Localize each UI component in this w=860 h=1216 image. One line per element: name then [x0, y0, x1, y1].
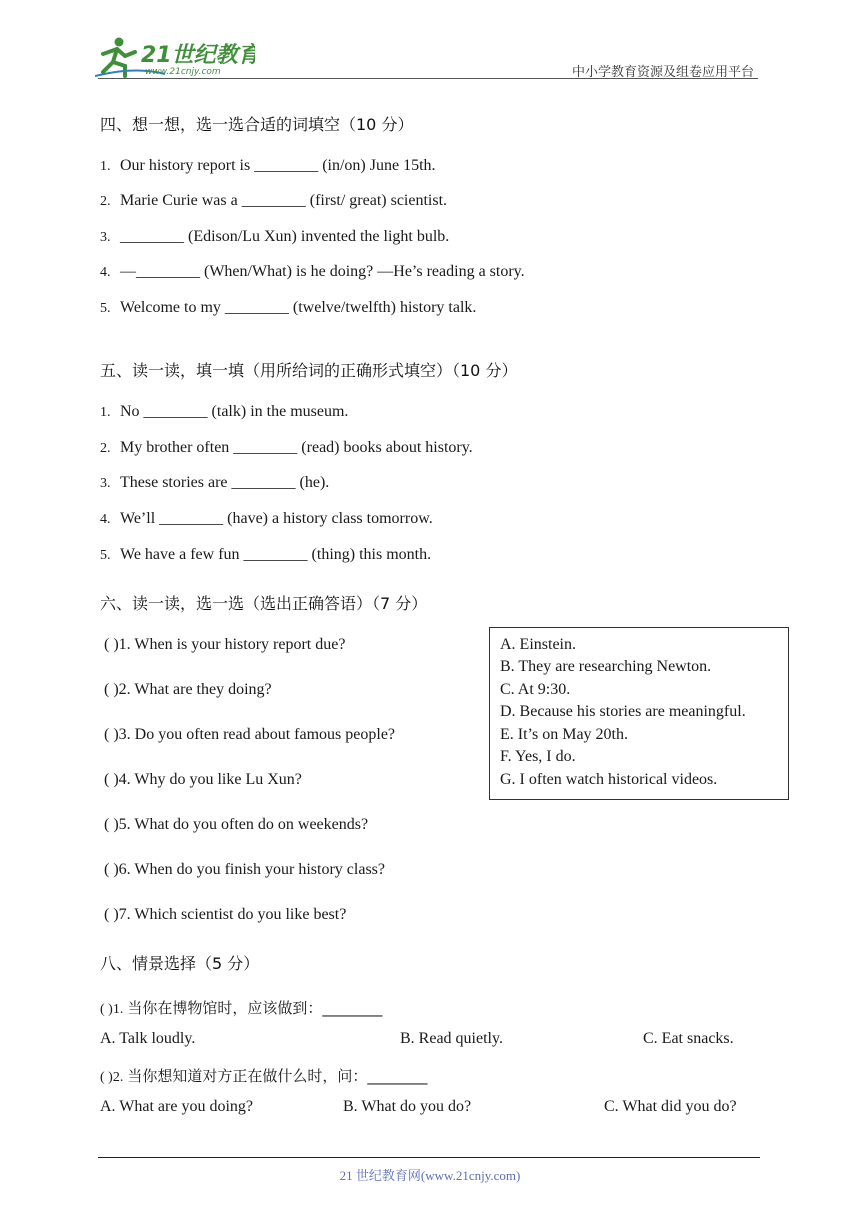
sec5-question-1: 1. No ________ (talk) in the museum. — [100, 403, 349, 420]
section-8-title: 八、情景选择（5 分） — [100, 954, 260, 973]
logo-url: www.21cnjy.com — [145, 67, 221, 77]
sec6-question-3: ( )3. Do you often read about famous people? — [104, 726, 396, 743]
sec6-question-2: ( )2. What are they doing? — [104, 681, 272, 698]
sec8-question-1: ( )1. 当你在博物馆时，应该做到：________ — [100, 999, 383, 1017]
sec8-q2-option-c: C. What did you do? — [604, 1098, 737, 1115]
option-d: D. Because his stories are meaningful. — [500, 703, 746, 720]
sec4-question-1: 1. Our history report is ________ (in/on) June 15th. — [100, 157, 436, 174]
sec6-question-4: ( )4. Why do you like Lu Xun? — [104, 771, 302, 788]
sec6-question-7: ( )7. Which scientist do you like best? — [104, 906, 347, 923]
option-f: F. Yes, I do. — [500, 748, 576, 765]
header-divider — [98, 78, 758, 79]
section-6-title: 六、读一读，选一选（选出正确答语）（7 分） — [100, 594, 428, 613]
sec4-question-3: 3. ________ (Edison/Lu Xun) invented the light bulb. — [100, 228, 450, 245]
option-c: C. At 9:30. — [500, 681, 571, 698]
section-4-title: 四、想一想，选一选合适的词填空（10 分） — [100, 115, 414, 134]
answer-blank: ( )1. — [100, 1002, 124, 1017]
sec4-question-2: 2. Marie Curie was a ________ (first/ great) scientist. — [100, 192, 448, 209]
sec8-q2-option-a: A. What are you doing? — [100, 1098, 253, 1115]
sec8-q1-option-b: B. Read quietly. — [400, 1030, 503, 1047]
option-g: G. I often watch historical videos. — [500, 771, 718, 788]
answer-blank: ( )2. — [100, 1070, 124, 1085]
answer-blank: ( ) — [104, 726, 119, 743]
answer-blank: ( ) — [104, 681, 119, 698]
runner-logo-icon — [95, 36, 255, 78]
logo-text: 21世纪教育 — [141, 43, 255, 68]
answer-blank: ( ) — [104, 816, 119, 833]
option-a: A. Einstein. — [500, 636, 576, 653]
sec6-question-1: ( )1. When is your history report due? — [104, 636, 346, 653]
option-e: E. It’s on May 20th. — [500, 726, 628, 743]
footer-divider — [98, 1157, 760, 1158]
sec8-question-2: ( )2. 当你想知道对方正在做什么时，问：________ — [100, 1067, 428, 1085]
answer-blank: ( ) — [104, 906, 119, 923]
sec6-question-6: ( )6. When do you finish your history class? — [104, 861, 385, 878]
answer-blank: ( ) — [104, 636, 119, 653]
sec5-question-3: 3. These stories are ________ (he). — [100, 474, 330, 491]
sec5-question-5: 5. We have a few fun ________ (thing) this month. — [100, 546, 432, 563]
sec8-q1-option-c: C. Eat snacks. — [643, 1030, 734, 1047]
sec6-question-5: ( )5. What do you often do on weekends? — [104, 816, 369, 833]
option-b: B. They are researching Newton. — [500, 658, 712, 675]
sec8-q2-option-b: B. What do you do? — [343, 1098, 472, 1115]
sec5-question-2: 2. My brother often ________ (read) books about history. — [100, 439, 473, 456]
answer-blank: ( ) — [104, 861, 119, 878]
section-5-title: 五、读一读，填一填（用所给词的正确形式填空）（10 分） — [100, 361, 518, 380]
site-logo — [95, 36, 255, 78]
sec8-q1-option-a: A. Talk loudly. — [100, 1030, 196, 1047]
sec4-question-4: 4. —________ (When/What) is he doing? —He’s reading a story. — [100, 263, 525, 280]
answer-options-box — [489, 627, 789, 800]
sec5-question-4: 4. We’ll ________ (have) a history class tomorrow. — [100, 510, 433, 527]
header-platform-name: 中小学教育资源及组卷应用平台 — [571, 65, 754, 80]
sec4-question-5: 5. Welcome to my ________ (twelve/twelfth) history talk. — [100, 299, 477, 316]
answer-blank: ( ) — [104, 771, 119, 788]
footer-text[interactable]: 21 世纪教育网(www.21cnjy.com) — [339, 1168, 521, 1183]
